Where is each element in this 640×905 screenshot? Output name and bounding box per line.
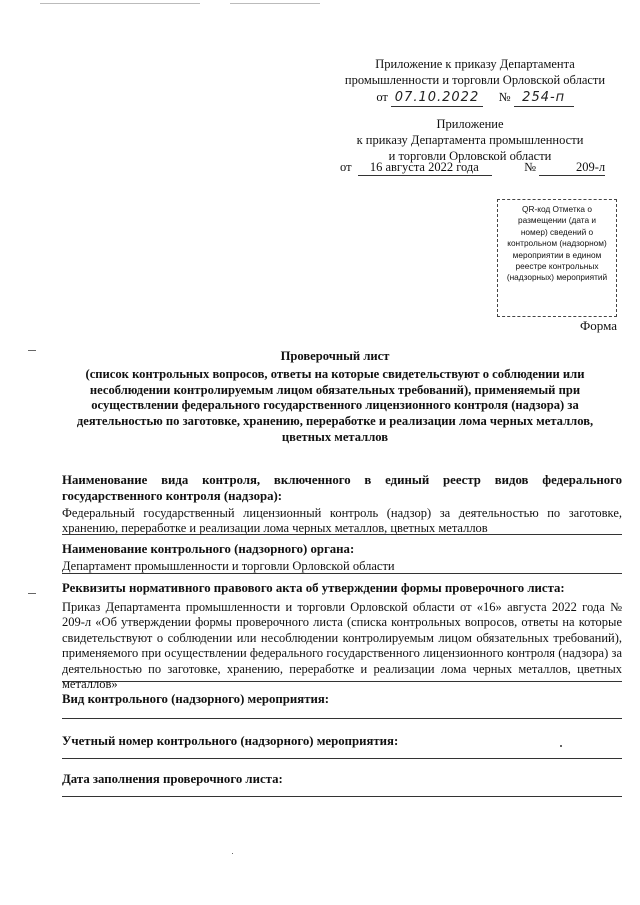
number-label: №: [498, 90, 511, 104]
number-label: №: [524, 160, 536, 174]
section-value: Департамент промышленности и торговли Орловской области: [62, 559, 395, 573]
handwritten-number: 254-п: [514, 90, 574, 107]
fill-line: [62, 718, 622, 719]
from-label: от: [340, 160, 352, 174]
appendix-date-row: [330, 89, 620, 107]
qr-code-placeholder: [497, 199, 617, 317]
section-value: Федеральный государственный лицензионный контроль (надзор) за деятельностью по заготовке, хранению, переработке и реализации лома черных металлов, цветных металлов: [62, 506, 622, 536]
section-heading: Реквизиты нормативного правового акта об утверждении формы проверочного листа:: [62, 581, 565, 595]
order-number: 209-л: [539, 160, 605, 176]
appendix-line: Приложение: [436, 117, 504, 131]
title-subtitle: (список контрольных вопросов, ответы на которые свидетельствуют о соблюдении или несоблюдении контролируемым лицом обязательных требований), применяемый при осуществлении федерального государственного лицензионного контроля (надзора) за деятельностью по заготовке, хранению, переработке и реализации лома черных металлов, цветных металлов: [76, 366, 594, 444]
section-heading: Учетный номер контрольного (надзорного) мероприятия:: [62, 734, 399, 748]
section-control-type: [62, 472, 622, 537]
qr-box-text: QR-код Отметка о размещении (дата и номер) сведений о контрольном (надзорном) мероприятии в едином реестре контрольных (надзорных) мероприятий: [506, 204, 608, 283]
order-date: 16 августа 2022 года: [358, 160, 492, 176]
section-value: Приказ Департамента промышленности и торговли Орловской области от «16» августа 2022 года № 209-л «Об утверждении формы проверочного листа (списка контрольных вопросов, ответы на которые свидетельствуют о соблюдении или несоблюдении контролируемым лицом обязательных требований), применяемого при осуществлении федерального государственного лицензионного контроля (надзора) за деятельностью по заготовке, хранению, переработке и реализации лома черных металлов, цветных металлов»: [62, 600, 622, 692]
section-account-number: [62, 733, 622, 749]
scan-mark: [230, 3, 320, 4]
section-heading: Наименование вида контроля, включенного в единый реестр видов федерального государственного контроля (надзора):: [62, 473, 622, 503]
title-main: Проверочный лист: [280, 349, 390, 363]
section-heading: Дата заполнения проверочного листа:: [62, 772, 283, 786]
appendix-header-original: [340, 116, 600, 164]
section-heading: Наименование контрольного (надзорного) органа:: [62, 542, 355, 556]
fill-line: [62, 573, 622, 574]
appendix-date-row: [340, 160, 620, 176]
handwritten-date: 07.10.2022: [391, 90, 483, 107]
scan-mark: [40, 3, 200, 4]
fill-line: [62, 681, 622, 682]
fill-line: [62, 796, 622, 797]
appendix-line: промышленности и торговли Орловской области: [344, 73, 606, 87]
from-label: от: [376, 90, 388, 104]
section-legal-act: [62, 580, 622, 692]
fill-line: [62, 758, 622, 759]
document-title: [70, 349, 600, 446]
appendix-line: и торговли Орловской области: [388, 149, 552, 163]
appendix-header-new: [330, 56, 620, 107]
section-event-type: [62, 691, 622, 707]
fill-line: [62, 534, 622, 535]
form-label: Форма: [580, 318, 617, 333]
appendix-line: Приложение к приказу Департамента: [375, 57, 575, 71]
scan-mark: [28, 350, 36, 351]
section-fill-date: [62, 771, 622, 787]
scan-dot: [560, 745, 562, 747]
scan-mark: [28, 593, 36, 594]
scan-dot: [232, 853, 233, 854]
appendix-line: к приказу Департамента промышленности: [356, 133, 584, 147]
section-authority: [62, 541, 622, 574]
section-heading: Вид контрольного (надзорного) мероприятия:: [62, 692, 330, 706]
